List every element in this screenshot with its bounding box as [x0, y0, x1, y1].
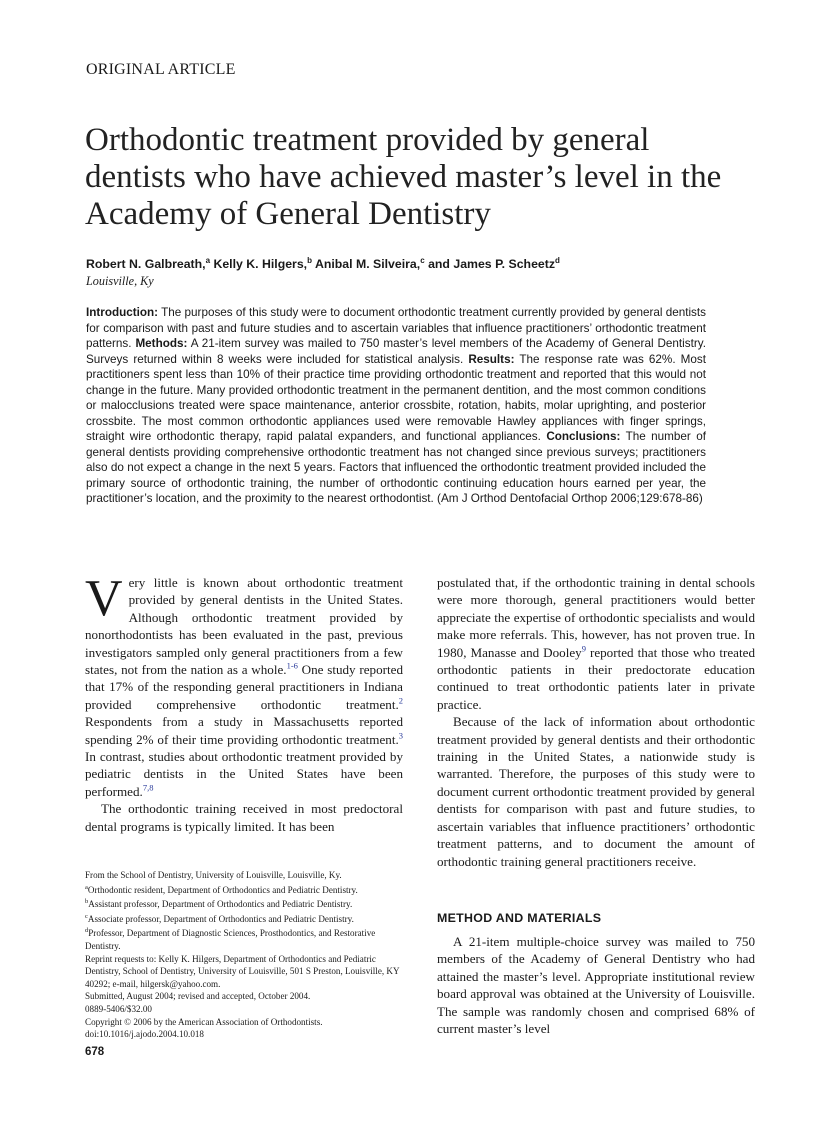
- body-text: reported that those who treated orthodontic patients in their predoctorate education continued to treat orthodontic patients later in private practice.: [437, 644, 755, 712]
- abstract-intro-label: Introduction:: [86, 306, 159, 319]
- body-column-left: [85, 570, 403, 835]
- body-column-right: [437, 574, 755, 870]
- footnote-d: $^d$Professor, Department of Diagnostic Sciences, Prosthodontics, and Restorative Dentistry.: [85, 927, 376, 952]
- abstract-methods-text: A 21-item survey was mailed to 750 master’s level members of the Academy of General Dentistry. Surveys returned within 8 weeks were included for statistical analysis.: [86, 337, 706, 366]
- abstract-methods-label: Methods:: [135, 337, 188, 350]
- footnote-from: From the School of Dentistry, University of Louisville, Louisville, Ky.: [85, 870, 342, 880]
- reference-link[interactable]: 3: [398, 730, 403, 741]
- body-paragraph: A 21-item multiple-choice survey was mailed to 750 members of the Academy of General Dentistry who had attained the master’s level. Appropriate institutional review board approval was obtained at the University of Louisville. The sample was randomly chosen and comprised 68% of current master’s level: [437, 934, 755, 1037]
- reference-link[interactable]: 1-6: [286, 660, 298, 671]
- footnote-a: $^a$Orthodontic resident, Department of Orthodontics and Pediatric Dentistry.: [85, 883, 358, 895]
- abstract-results-label: Results:: [468, 352, 515, 366]
- reference-link[interactable]: 9: [581, 643, 586, 654]
- body-text: ery little is known about orthodontic treatment provided by general dentists in the United States. Although orthodontic treatment provided by nonorthodontists has been evaluated in the past, previous investigators sampled only general practitioners from a few states, not from the nation as a whole.: [85, 575, 403, 678]
- methods-heading-block: [437, 911, 601, 925]
- methods-column: [437, 933, 755, 1037]
- body-text: In contrast, studies about orthodontic treatment provided by pediatric dentists in the United States have been performed.: [85, 749, 403, 799]
- author-name: Robert N. Galbreath,: [86, 257, 206, 272]
- body-text: postulated that, if the orthodontic training in dental schools were more thorough, general practitioners would better appreciate the expertise of orthodontic specialists and would make more referrals. This, however, has not proven true. In 1980, Manasse and Dooley: [437, 575, 755, 660]
- drop-cap: V: [85, 570, 123, 627]
- footnote-price: 0889-5406/$32.00: [85, 1004, 152, 1015]
- reference-link[interactable]: 7,8: [142, 782, 154, 793]
- footnotes: [85, 869, 405, 1041]
- footnote-reprint: Reprint requests to: Kelly K. Hilgers, Department of Orthodontics and Pediatric Dentistry, School of Dentistry, University of Louisville, 501 S Preston, Louisville, KY 40292; e-mail, hilgersk@yahoo.com.: [85, 953, 400, 989]
- abstract-results-text: The response rate was 62%. Most practitioners spent less than 10% of their practice time providing orthodontic treatment and reported that this would not change in the future. Many provided orthodontic treatment in the permanent dentition, and the most common conditions or malocclusions treated were space maintenance, anterior crossbite, rotation, habits, molar uprighting, and posterior crossbite. The most common orthodontic appliances used were removable Hawley appliances with finger springs, straight wire orthodontic therapy, rapid palatal expanders, and functional appliances.: [86, 352, 706, 443]
- abstract-conclusions-label: Conclusions:: [546, 430, 621, 443]
- author-name: Kelly K. Hilgers,: [213, 257, 308, 272]
- footnote-copyright: Copyright © 2006 by the American Association of Orthodontists.: [85, 1016, 323, 1027]
- body-paragraph: The orthodontic training received in most predoctoral dental programs is typically limited. It has been: [85, 801, 403, 834]
- abstract-intro-text: The purposes of this study were to document orthodontic treatment currently provided by general dentists for comparison with past and future studies and to ascertain variables that influence practitioners’ orthodontic treatment patterns.: [86, 306, 706, 350]
- footnote-submitted: Submitted, August 2004; revised and accepted, October 2004.: [85, 991, 311, 1002]
- journal-citation: (Am J Orthod Dentofacial Orthop 2006;129:678-86): [437, 492, 703, 505]
- author-name: and James P. Scheetz: [428, 257, 555, 272]
- abstract: [86, 305, 706, 507]
- body-paragraph: Because of the lack of information about orthodontic treatment provided by general dentists and their orthodontic training in the United States, a nationwide study is warranted. Therefore, the purposes of this study were to document current orthodontic treatment provided by general dentists for comparison with past and future studies, to ascertain variables that influence practitioners’ orthodontic treatment patterns, and to document the amount of orthodontic training general practitioners receive.: [437, 714, 755, 869]
- affiliation-mark: b: [307, 256, 312, 265]
- reference-link[interactable]: 2: [398, 695, 403, 706]
- footnote-doi[interactable]: doi:10.1016/j.ajodo.2004.10.018: [85, 1029, 204, 1040]
- abstract-conclusions-text: The number of general dentists providing comprehensive orthodontic treatment has not changed since previous surveys; practitioners also do not expect a change in the next 5 years. Factors that influenced the orthodontic treatment provided included the primary source of orthodontic training, the number of orthodontic continuing education hours earned per year, the practitioner’s location, and the proximity to the nearest orthodontist.: [86, 430, 706, 505]
- body-paragraph: [85, 570, 403, 800]
- methods-heading: METHOD AND MATERIALS: [437, 911, 602, 925]
- author-list: [86, 256, 560, 271]
- body-paragraph: [437, 574, 755, 713]
- affiliation-mark: d: [555, 256, 560, 265]
- page-number: 678: [85, 1046, 105, 1058]
- author-name: Anibal M. Silveira,: [314, 257, 421, 272]
- body-text: Respondents from a study in Massachusetts reported spending 2% of their time providing orthodontic treatment.: [85, 714, 403, 747]
- affiliation-mark: a: [205, 256, 211, 265]
- section-label: ORIGINAL ARTICLE: [86, 61, 236, 78]
- article-title: Orthodontic treatment provided by general dentists who have achieved master’s level in the Academy of General Dentistry: [85, 122, 722, 232]
- affiliation-mark: c: [420, 256, 425, 265]
- author-location: Louisville, Ky: [86, 274, 154, 288]
- footnote-b: $^b$Assistant professor, Department of Orthodontics and Pediatric Dentistry.: [85, 898, 353, 910]
- footnote-c: $^c$Associate professor, Department of Orthodontics and Pediatric Dentistry.: [85, 912, 354, 924]
- body-text: One study reported that 17% of the responding general practitioners in Indiana provided comprehensive orthodontic treatment.: [85, 662, 403, 712]
